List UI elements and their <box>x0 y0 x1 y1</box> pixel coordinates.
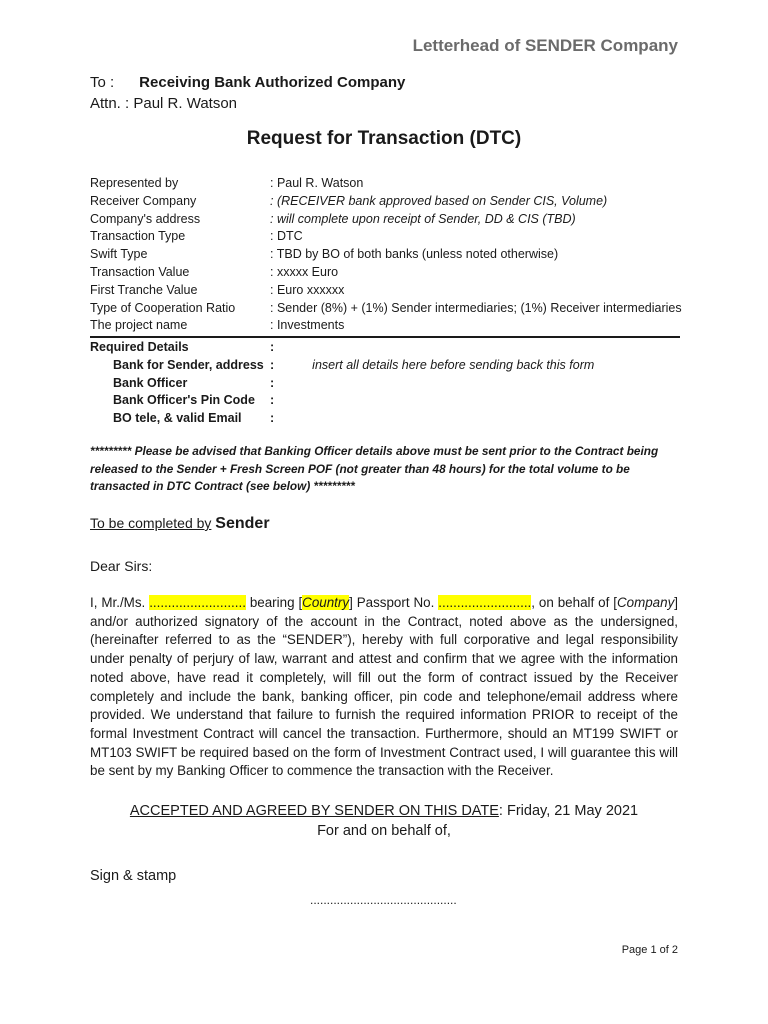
detail-key: First Tranche Value <box>90 282 198 297</box>
detail-row <box>90 264 690 282</box>
detail-value: : Investments <box>270 318 345 333</box>
acceptance-block <box>0 801 768 841</box>
name-blank: .......................... <box>149 595 246 610</box>
sign-stamp-label: Sign & stamp <box>90 868 177 884</box>
warning-notice: ********* Please be advised that Banking Officer details above must be sent prior to the Contract being released to the Sender + Fresh Screen POF (not greater than 48 hours) for the total volume to be transacted in DTC Contract (see below) ********* <box>90 444 659 493</box>
salutation: Dear Sirs: <box>90 558 153 574</box>
detail-row <box>90 211 690 229</box>
detail-row <box>90 175 690 193</box>
country-placeholder: Country <box>302 595 350 610</box>
body-text: ] and/or authorized signatory of the account in the Contract, noted above as the undersigned, (hereinafter referred to as the “SENDER”), hereby with full corporative and legal responsibility under penalty of perjury of law, warrant and attest and confirm that we agree with the information noted above, have read it completely, will fill out the form of contract issued by the Receiver completely and include the bank, banking officer, pin code and telephone/email address where provided. We understand that failure to furnish the required information PRIOR to receipt of the formal Investment Contract will cancel the transaction. Furthermore, should an MT199 SWIFT or MT103 SWIFT be required based on the form of Investment Contract used, I will guarantee this will be sent by my Banking Officer to commence the transaction with the Receiver. <box>90 595 678 779</box>
required-row <box>90 410 594 428</box>
required-key: Bank Officer's Pin Code <box>113 393 255 408</box>
to-label: To : <box>90 74 115 91</box>
body-text: , on behalf of [ <box>531 595 617 610</box>
body-text: I, Mr./Ms. <box>90 595 146 610</box>
required-row <box>90 375 594 393</box>
company-placeholder: Company <box>616 595 675 610</box>
attn-name: Paul R. Watson <box>133 95 238 112</box>
letterhead: Letterhead of SENDER Company <box>412 36 678 55</box>
completed-by-line <box>90 515 270 533</box>
completed-by-label: To be completed by <box>90 515 212 531</box>
required-key: Bank Officer <box>113 375 188 390</box>
required-details <box>90 339 594 428</box>
details-table <box>90 175 690 335</box>
detail-row <box>90 193 690 211</box>
detail-key: The project name <box>90 318 188 333</box>
detail-key: Transaction Type <box>90 229 186 244</box>
page-number: Page 1 of 2 <box>621 944 678 956</box>
required-note: insert all details here before sending back this form <box>312 357 595 372</box>
required-row <box>90 357 594 375</box>
required-colon: : <box>270 340 275 354</box>
divider <box>90 336 680 338</box>
detail-key: Swift Type <box>90 247 148 262</box>
required-row <box>90 392 594 410</box>
detail-row <box>90 282 690 300</box>
detail-value: : Euro xxxxxx <box>270 282 345 297</box>
signature-line: ............................................ <box>310 893 457 907</box>
acceptance-date: : Friday, 21 May 2021 <box>498 803 639 819</box>
acceptance-line <box>0 801 768 821</box>
declaration-paragraph <box>90 594 678 781</box>
detail-key: Type of Cooperation Ratio <box>90 300 236 315</box>
detail-value: : TBD by BO of both banks (unless noted otherwise) <box>270 247 559 262</box>
detail-key: Receiver Company <box>90 193 197 208</box>
required-colon: : <box>270 375 275 390</box>
required-colon: : <box>270 393 275 408</box>
page-title: Request for Transaction (DTC) <box>246 128 522 149</box>
to-recipient: Receiving Bank Authorized Company <box>139 74 406 91</box>
required-heading: Required Details <box>90 340 189 354</box>
required-key: BO tele, & valid Email <box>113 411 242 426</box>
passport-blank: ......................... <box>438 595 532 610</box>
detail-key: Company's address <box>90 211 201 226</box>
detail-row <box>90 300 690 318</box>
body-text: ] Passport No. <box>349 595 435 610</box>
required-key: Bank for Sender, address <box>113 357 264 372</box>
detail-key: Transaction Value <box>90 264 190 279</box>
detail-value: : Paul R. Watson <box>270 176 364 190</box>
required-colon: : <box>270 357 275 372</box>
detail-row <box>90 246 690 264</box>
on-behalf-line: For and on behalf of, <box>317 823 451 839</box>
detail-value: : Sender (8%) + (1%) Sender intermediaries; (1%) Receiver intermediaries <box>270 300 682 315</box>
required-colon: : <box>270 411 275 426</box>
detail-value: : DTC <box>270 229 303 244</box>
to-line <box>90 74 405 91</box>
attn-line <box>90 95 237 112</box>
detail-value: : (RECEIVER bank approved based on Sender CIS, Volume) <box>270 193 608 208</box>
detail-value: : will complete upon receipt of Sender, DD & CIS (TBD) <box>270 211 576 226</box>
attn-label: Attn. : <box>90 95 130 112</box>
detail-key: Represented by <box>90 176 179 190</box>
detail-row <box>90 317 690 335</box>
acceptance-label: ACCEPTED AND AGREED BY SENDER ON THIS DATE <box>129 803 499 819</box>
required-heading-row <box>90 339 594 357</box>
completed-by-party: Sender <box>215 515 270 532</box>
detail-row <box>90 228 690 246</box>
body-text: bearing [ <box>245 595 303 610</box>
detail-value: : xxxxx Euro <box>270 264 339 279</box>
